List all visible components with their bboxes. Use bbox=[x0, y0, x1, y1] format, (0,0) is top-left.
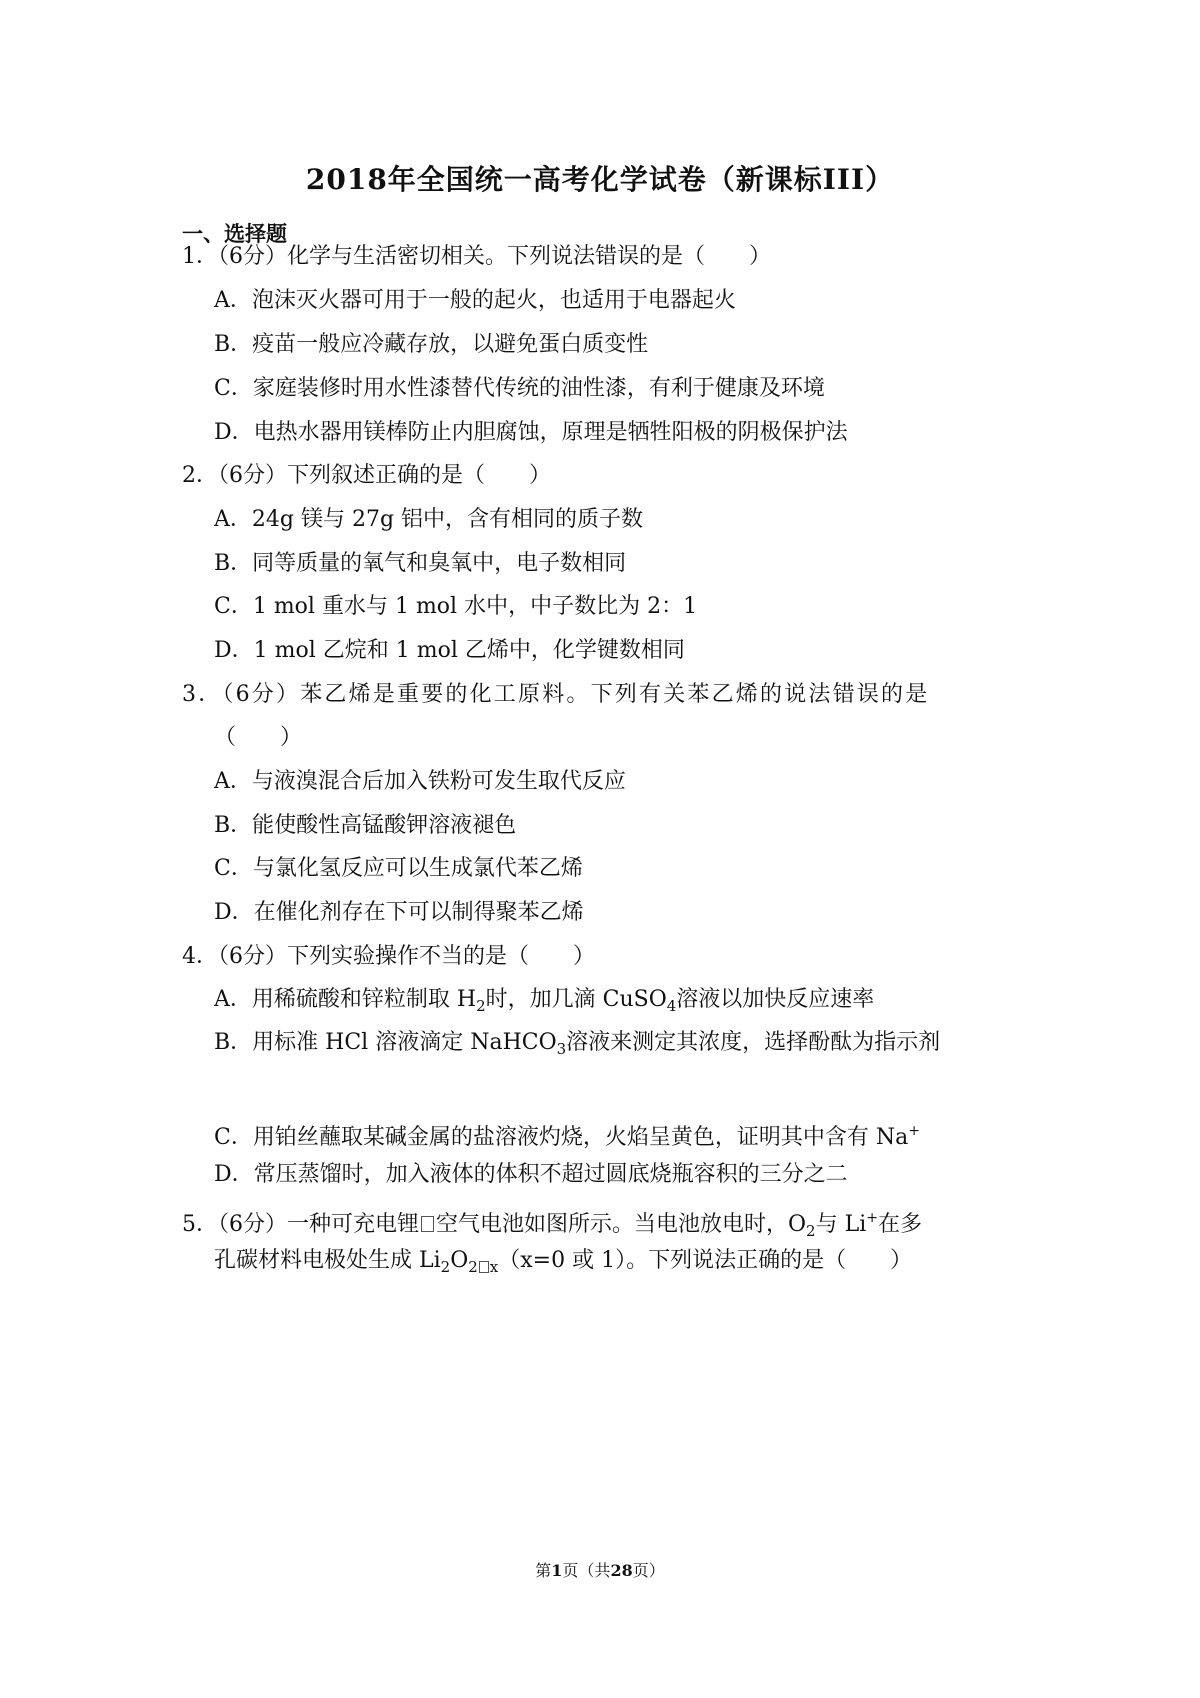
footer-text-3: 页） bbox=[632, 1561, 665, 1580]
question-3-option-c: C．与氯化氢反应可以生成氯代苯乙烯 bbox=[214, 856, 583, 881]
question-4-option-d: D．常压蒸馏时，加入液体的体积不超过圆底烧瓶容积的三分之二 bbox=[214, 1162, 848, 1187]
question-2-option-a: A．24g 镁与 27g 铝中，含有相同的质子数 bbox=[214, 507, 644, 532]
q5c-subscript-2: 2 bbox=[468, 1258, 478, 1276]
section-heading: 一、选择题 bbox=[182, 221, 287, 246]
question-4-option-a bbox=[214, 985, 874, 1021]
q4a-text-2: 时，加几滴 CuSO bbox=[485, 987, 667, 1012]
footer-total-pages: 28 bbox=[610, 1561, 633, 1580]
question-4-stem: 4．（6分）下列实验操作不当的是（ ） bbox=[182, 944, 595, 969]
question-1-option-b: B．疫苗一般应冷藏存放，以避免蛋白质变性 bbox=[214, 332, 649, 357]
q5-text-4: 在多 bbox=[877, 1212, 922, 1237]
footer-text-2: 页（共 bbox=[562, 1561, 611, 1580]
page-footer bbox=[0, 1558, 1200, 1581]
q5-subscript: 2 bbox=[806, 1222, 816, 1240]
q4c-text: C．用铂丝蘸取某碱金属的盐溶液灼烧，火焰呈黄色，证明其中含有 Na bbox=[214, 1125, 909, 1150]
q4a-subscript-1: 2 bbox=[476, 997, 486, 1015]
question-5-stem-continued bbox=[214, 1246, 912, 1282]
question-2-stem: 2．（6分）下列叙述正确的是（ ） bbox=[182, 463, 551, 488]
question-3-option-d: D．在催化剂存在下可以制得聚苯乙烯 bbox=[214, 900, 584, 925]
q4a-text-3: 溶液以加快反应速率 bbox=[676, 987, 875, 1012]
question-2-option-c: C．1 mol 重水与 1 mol 水中，中子数比为 2：1 bbox=[214, 594, 698, 619]
footer-page-number: 1 bbox=[551, 1561, 563, 1580]
q5c-text-3: （x=0 或 1）。下列说法正确的是（ ） bbox=[498, 1248, 913, 1273]
q5-text-1: 5．（6分）一种可充电锂 bbox=[182, 1212, 419, 1237]
q5c-text-1: 孔碳材料电极处生成 Li bbox=[214, 1248, 441, 1273]
q4a-subscript-2: 4 bbox=[666, 997, 677, 1015]
q5-superscript: + bbox=[866, 1210, 878, 1226]
footer-text-1: 第 bbox=[535, 1561, 552, 1580]
question-3-option-a: A．与液溴混合后加入铁粉可发生取代反应 bbox=[214, 769, 626, 794]
question-2-option-d: D．1 mol 乙烷和 1 mol 乙烯中，化学键数相同 bbox=[214, 638, 685, 663]
question-1-option-c: C．家庭装修时用水性漆替代传统的油性漆，有利于健康及环境 bbox=[214, 376, 825, 401]
q4a-text-1: A．用稀硫酸和锌粒制取 H bbox=[214, 987, 477, 1012]
question-3-stem-continued: （ ） bbox=[214, 725, 303, 750]
question-2-option-b: B．同等质量的氧气和臭氧中，电子数相同 bbox=[214, 551, 627, 576]
q5-text-3: 与 Li bbox=[815, 1212, 867, 1237]
question-1-option-d: D．电热水器用镁棒防止内胆腐蚀，原理是牺牲阳极的阴极保护法 bbox=[214, 420, 848, 445]
q5c-subscript-1: 2 bbox=[440, 1258, 451, 1276]
q5-text-2: 空气电池如图所示。当电池放电时，O bbox=[436, 1212, 807, 1237]
q5c-subscript-3: x bbox=[489, 1258, 499, 1276]
missing-glyph-box-small bbox=[479, 1261, 489, 1273]
question-4-option-b bbox=[214, 1028, 940, 1064]
q4c-superscript: + bbox=[908, 1123, 920, 1139]
question-3-option-b: B．能使酸性高锰酸钾溶液褪色 bbox=[214, 813, 517, 838]
question-5-stem bbox=[182, 1203, 922, 1246]
q4b-text-2: 溶液来测定其浓度，选择酚酞为指示剂 bbox=[566, 1030, 941, 1055]
q4b-subscript: 3 bbox=[556, 1040, 567, 1058]
question-4-option-c bbox=[214, 1116, 920, 1153]
question-3-stem: 3．（6分）苯乙烯是重要的化工原料。下列有关苯乙烯的说法错误的是 bbox=[182, 682, 930, 707]
q5c-text-2: O bbox=[450, 1248, 469, 1273]
missing-glyph-box bbox=[421, 1216, 434, 1232]
page-title: 2018年全国统一高考化学试卷（新课标III） bbox=[305, 163, 895, 196]
question-1-stem: 1．（6分）化学与生活密切相关。下列说法错误的是（ ） bbox=[182, 244, 771, 269]
question-1-option-a: A．泡沫灭火器可用于一般的起火，也适用于电器起火 bbox=[214, 288, 736, 313]
q4b-text-1: B．用标准 HCl 溶液滴定 NaHCO bbox=[214, 1030, 557, 1055]
